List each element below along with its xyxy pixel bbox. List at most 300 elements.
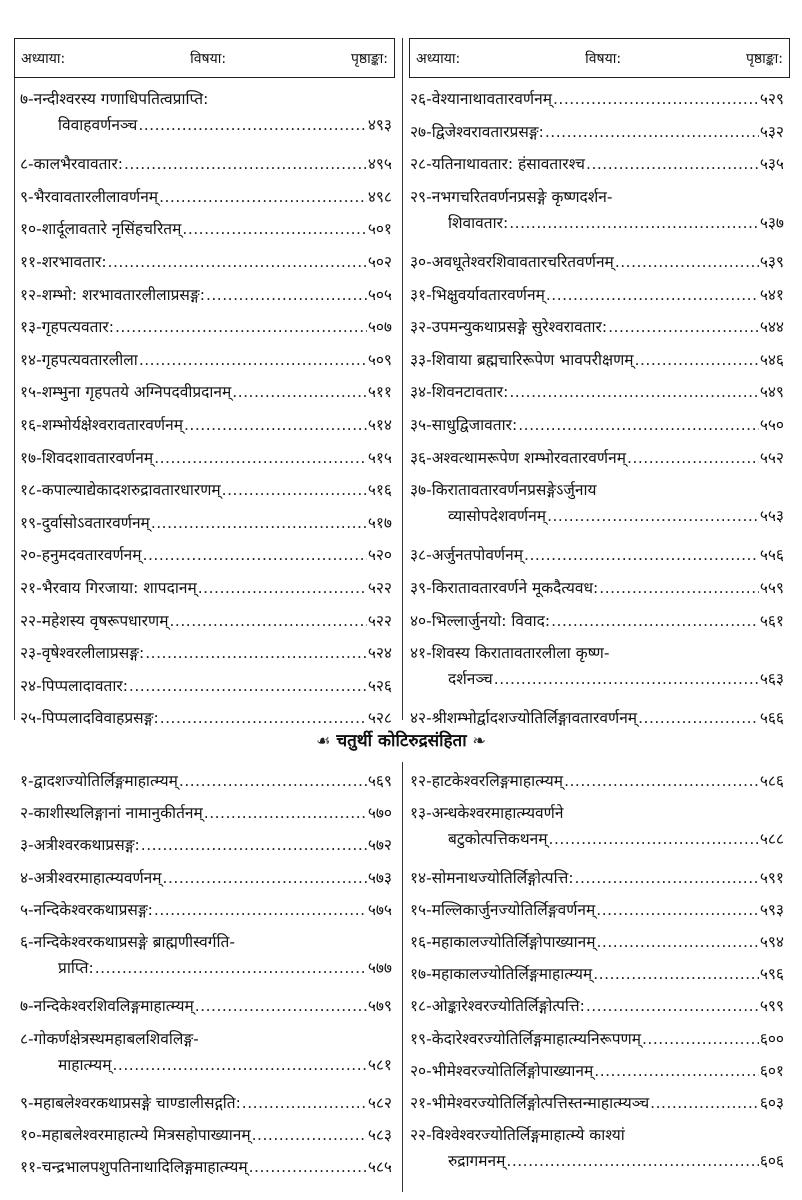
entry-page-number: ६०३ [759,1094,784,1112]
leader-dots [586,993,759,1019]
entry-page-number: ५७७ [367,959,392,977]
entry-page-number: ५८५ [367,1158,392,1177]
entry-page-number: ५५६ [759,546,784,565]
leader-dots [551,608,759,634]
toc-entry[interactable] [20,249,392,275]
leader-dots [184,412,367,438]
entry-page-number: ५२२ [367,611,392,630]
toc-entry[interactable] [410,800,784,852]
entry-number: ३८- [410,546,432,565]
entry-number: २- [20,804,34,823]
leader-dots [564,768,759,794]
entry-page-number: ५९४ [759,933,784,951]
toc-entry[interactable] [20,768,392,794]
leader-dots [642,1026,759,1052]
entry-title: सोमनाथज्योतिर्लिङ्गोत्पत्ति: [431,868,574,887]
entry-page-number: ५११ [367,383,392,402]
entry-title: उपमन्युकथाप्रसङ्गे सुरेश्वरावतार: [431,318,608,337]
entry-page-number: ५२८ [367,709,392,728]
leader-dots [638,705,759,731]
entry-title: ओङ्कारेश्वरज्योतिर्लिङ्गोत्पत्ति: [431,997,585,1016]
entry-title: अश्वत्थामरूपेण शम्भोरवतारवर्णनम् [431,448,626,467]
toc-entry[interactable] [410,768,784,794]
header-page-label: पृष्ठाङ्का: [350,50,388,67]
entry-page-number: ५३५ [759,155,784,174]
entry-number: १९- [410,1029,432,1048]
toc-entry[interactable] [20,314,392,340]
leader-dots [179,768,367,794]
leader-dots [593,961,759,987]
entry-title: किरातावतारवर्णने मूकदैत्यवध: [431,579,599,597]
leader-dots [151,510,367,536]
entry-page-number: ५९९ [759,997,784,1016]
entry-number: ४- [20,868,34,887]
entry-number: २०- [20,546,42,565]
entry-title: मल्लिकार्जुनज्योतिर्लिङ्गवर्णनम् [431,900,596,919]
entry-page-number: ५९६ [759,965,784,984]
toc-entry[interactable] [20,1122,392,1148]
entry-page-number: ५१७ [367,513,392,532]
leader-dots [549,826,759,852]
leader-dots [252,1122,367,1148]
toc-entry[interactable] [20,151,392,177]
entry-title: अर्जुनतपोवर्णनम् [431,546,524,565]
entry-number: ९- [20,187,34,206]
entry-number: ६- [20,933,34,951]
entry-number: ४०- [410,611,432,630]
toc-entry[interactable] [20,477,392,503]
entry-page-number: ५०९ [367,350,392,369]
toc-entry[interactable] [410,640,784,692]
toc-entry[interactable] [410,608,784,634]
entry-title: यतिनाथावतार: हंसावतारश्च [431,155,586,174]
entry-page-number: ५८१ [367,1055,392,1074]
entry-title: शिवाया ब्रह्मचारिरूपेण भावपरीक्षणम् [431,350,634,369]
entry-number: १- [20,772,34,790]
entry-number: १०- [20,220,42,239]
entry-number: ३३- [410,350,432,369]
toc-entry[interactable] [410,993,784,1019]
entry-number: १८- [20,481,42,500]
entry-page-number: ५४१ [759,285,784,304]
leader-dots [129,673,367,699]
entry-title: केदारेश्वरज्योतिर्लिङ्गमाहात्म्यनिरूपणम् [431,1029,641,1048]
entry-number: ३६- [410,448,432,467]
entry-number: १२- [20,285,42,304]
entry-title-continued: माहात्म्यम् [58,1055,112,1074]
leader-dots [145,640,367,666]
entry-page-number: ५७५ [367,900,392,919]
entry-number: ४१- [410,644,432,663]
entry-title: भीमेश्वरज्योतिर्लिङ्गोत्पत्तिस्तन्माहात्म्यञ्च [431,1094,650,1112]
entry-page-number: ५०५ [367,285,392,304]
entry-title: पिप्पलादविवाहप्रसङ्ग: [41,709,159,728]
leader-dots [204,800,367,826]
entry-page-number: ५१५ [367,448,392,467]
entry-number: ८- [20,155,34,174]
entry-number: ९- [20,1094,34,1112]
toc-entry[interactable] [20,282,392,308]
leader-dots [509,210,759,236]
entry-page-number: ५६६ [759,709,784,728]
leader-dots [182,216,366,242]
leader-dots [506,1148,758,1174]
entry-page-number: ५८६ [759,772,784,790]
leader-dots [586,151,759,177]
header-chapter-label: अध्याया: [21,50,66,67]
entry-number: ३७- [410,481,432,500]
entry-page-number: ५१४ [367,416,392,434]
ornament-left-icon: ☙ [316,731,331,750]
leader-dots [594,1058,759,1084]
entry-title: हाटकेश्वरलिङ्गमाहात्म्यम् [431,772,564,790]
toc-header-right [409,38,790,78]
entry-page-number: ५०१ [367,220,392,239]
toc-entry[interactable] [20,1090,392,1116]
entry-page-number: ५३९ [759,253,784,271]
entry-page-number: ५२९ [759,90,784,108]
leader-dots [545,119,759,145]
entry-page-number: ६०६ [759,1152,784,1171]
entry-page-number: ५८३ [367,1126,392,1145]
toc-entry[interactable] [410,477,784,529]
entry-number: ११- [20,253,42,271]
entry-number: १३- [410,804,432,823]
entry-title-continued: व्यासोपदेशवर्णनम् [448,507,547,526]
leader-dots [627,445,759,471]
entry-number: १५- [20,383,42,402]
entry-title: भैरवाय गिरजाया: शापदानम् [41,579,197,597]
toc-entry[interactable] [20,1026,392,1078]
entry-page-number: ५३७ [759,213,784,232]
toc-entry[interactable] [410,412,784,438]
leader-dots [494,666,759,692]
entry-title: श्रीशम्भोर्द्वादशज्योतिर्लिङ्गावतारवर्णनम् [431,709,638,728]
entry-title: शम्भो: शरभावतारलीलाप्रसङ्ग: [41,285,205,304]
leader-dots [195,993,367,1019]
entry-page-number: ५८८ [759,830,784,849]
toc-entry[interactable] [20,510,392,536]
leader-dots [615,249,759,275]
toc-entry[interactable] [20,800,392,826]
entry-page-number: ४९३ [367,116,392,134]
entry-number: ३५- [410,416,432,434]
toc-entry[interactable] [20,929,392,981]
entry-number: ७- [20,997,34,1016]
leader-dots [242,1090,367,1116]
entry-number: ११- [20,1158,42,1177]
entry-title: वृषेश्वरलीलाप्रसङ्ग: [41,644,145,663]
entry-number: ३१- [410,285,432,304]
entry-title: दुर्वासोऽवतारवर्णनम् [41,513,150,532]
entry-page-number: ५२६ [367,676,392,695]
toc-entry[interactable] [20,705,392,731]
entry-number: २६- [410,90,432,108]
toc-entry[interactable] [20,865,392,891]
leader-dots [635,347,759,373]
leader-dots [160,705,367,731]
entry-page-number: ५०२ [367,253,392,271]
entry-page-number: ५२४ [367,644,392,663]
entry-page-number: ५०७ [367,318,392,337]
entry-number: ३४- [410,383,432,402]
entry-title: भैरवावतारलीलावर्णनम् [33,187,159,206]
entry-title: शम्भोर्यक्षेश्वरावतारवर्णनम् [41,416,183,434]
entry-title: कपाल्याद्येकादशरुद्रावतारधारणम् [41,481,221,500]
toc-entry[interactable] [410,282,784,308]
entry-page-number: ५४६ [759,350,784,369]
leader-dots [546,282,759,308]
entry-number: १४- [20,350,42,369]
toc-entry[interactable] [410,1058,784,1084]
entry-page-number: ५७९ [367,997,392,1016]
toc-entry[interactable] [20,216,392,242]
entry-title: कालभैरवावतार: [33,155,123,174]
entry-page-number: ५७२ [367,836,392,855]
entry-title-continued: बटुकोत्पत्तिकथनम् [448,830,548,849]
entry-title: किरातावतारवर्णनप्रसङ्गेऽर्जुनाय [431,481,597,500]
entry-page-number: ५५३ [759,507,784,526]
toc-entry[interactable] [410,119,784,145]
leader-dots [608,314,759,340]
entry-title: गृहपत्यवतार: [41,318,114,337]
entry-title: शार्दूलावतारे नृसिंहचरितम् [41,220,182,239]
leader-dots [141,832,367,858]
entry-number: ४२- [410,709,432,728]
entry-page-number: ४९८ [367,187,392,206]
toc-entry[interactable] [410,961,784,987]
leader-dots [509,379,758,405]
toc-entry[interactable] [410,86,784,112]
leader-dots [154,897,367,923]
leader-dots [170,608,367,634]
toc-entry[interactable] [20,575,392,601]
entry-title: महेशस्य वृषरूपधारणम् [41,611,169,630]
toc-entry[interactable] [20,379,392,405]
leader-dots [108,249,367,275]
entry-page-number: ५७३ [367,868,392,887]
entry-title: अन्धकेश्वरमाहात्म्यवर्णने [431,804,564,823]
header-chapter-label: अध्याया: [416,50,461,67]
entry-title: शरभावतार: [41,253,107,271]
leader-dots [547,503,759,529]
entry-title: वेश्यानाथावतारवर्णनम् [431,90,552,108]
entry-title: अत्रीश्वरमाहात्म्यवर्णनम् [33,868,162,887]
leader-dots [650,1090,759,1116]
entry-page-number: ५५२ [759,448,784,467]
entry-title: महाबलेश्वरमाहात्म्ये मित्रसहोपाख्यानम् [41,1126,251,1145]
entry-title: साधुद्विजावतार: [431,416,518,434]
leader-dots [154,445,367,471]
entry-number: २३- [20,644,42,663]
toc-entry[interactable] [20,673,392,699]
toc-entry[interactable] [20,832,392,858]
entry-number: २८- [410,155,432,174]
leader-dots [138,112,366,138]
leader-dots [163,865,367,891]
leader-dots [115,314,367,340]
toc-header-left [14,38,395,78]
entry-title: नन्दिकेश्वरशिवलिङ्गमाहात्म्यम् [33,997,194,1016]
entry-number: १८- [410,997,432,1016]
toc-entry[interactable] [410,347,784,373]
entry-title: भिक्षुवर्यावतारवर्णनम् [431,285,545,304]
entry-title: पिप्पलादावतार: [41,676,128,695]
entry-page-number: ५१६ [367,481,392,500]
leader-dots [524,542,759,568]
entry-number: २५- [20,709,42,728]
leader-dots [597,929,759,955]
leader-dots [596,897,759,923]
entry-page-number: ५५० [759,416,784,434]
entry-number: १६- [20,416,42,434]
header-subject-label: विषया: [190,50,227,67]
leader-dots [206,282,367,308]
leader-dots [575,865,759,891]
entry-number: १२- [410,772,432,790]
entry-page-number: ५६१ [759,611,784,630]
entry-title: शिवदशावतारवर्णनम् [41,448,154,467]
toc-entry[interactable] [20,445,392,471]
entry-number: २९- [410,187,432,206]
toc-entry[interactable] [20,412,392,438]
entry-number: ३२- [410,318,432,337]
entry-title: चन्द्रभालपशुपतिनाथादिलिङ्गमाहात्म्यम् [41,1158,248,1177]
entry-title-continued: दर्शनञ्च [448,670,493,689]
toc-entry[interactable] [410,542,784,568]
toc-entry[interactable] [410,1026,784,1052]
entry-title-continued: रुद्रागमनम् [448,1152,506,1171]
entry-number: २२- [20,611,42,630]
rule-top-center [402,38,403,720]
toc-entry[interactable] [20,640,392,666]
entry-page-number: ५२२ [367,579,392,597]
entry-page-number: ५८२ [367,1094,392,1112]
entry-title: द्वादशज्योतिर्लिङ्गमाहात्म्यम् [33,772,178,790]
toc-entry[interactable] [410,575,784,601]
toc-entry[interactable] [410,249,784,275]
toc-entry[interactable] [410,865,784,891]
toc-entry[interactable] [410,445,784,471]
leader-dots [222,477,367,503]
leader-dots [113,1052,367,1078]
toc-entry[interactable] [20,993,392,1019]
entry-number: १९- [20,513,42,532]
entry-title: महाकालज्योतिर्लिङ्गमाहात्म्यम् [431,965,593,984]
entry-page-number: ५४४ [759,318,784,337]
ornament-right-icon: ❧ [472,731,486,750]
entry-number: २०- [410,1061,432,1080]
entry-number: ८- [20,1029,34,1048]
toc-entry[interactable] [20,897,392,923]
section-heading [0,728,802,751]
toc-entry[interactable] [20,184,392,210]
entry-number: १६- [410,933,432,951]
entry-number: १४- [410,868,432,887]
rule-bottom-center [402,762,403,1192]
entry-number: १०- [20,1126,42,1145]
entry-page-number: ५४९ [759,383,784,402]
toc-entry[interactable] [20,347,392,373]
toc-entry[interactable] [410,929,784,955]
entry-title: महाकालज्योतिर्लिङ्गोपाख्यानम् [431,933,596,951]
toc-entry[interactable] [410,314,784,340]
entry-title: गोकर्णक्षेत्रस्थमहाबलशिवलिङ्ग- [33,1029,199,1048]
toc-entry[interactable] [20,1154,392,1180]
entry-title: काशीस्थलिङ्गानां नामानुकीर्तनम् [33,804,203,823]
entry-page-number: ६०० [759,1029,784,1048]
entry-page-number: ५६९ [367,772,392,790]
entry-number: २१- [20,579,42,597]
entry-title: भिल्लार्जुनयो: विवाद: [431,611,551,630]
leader-dots [95,955,367,981]
entry-number: ३०- [410,253,432,271]
leader-dots [198,575,367,601]
entry-number: ३९- [410,579,432,597]
header-subject-label: विषया: [585,50,622,67]
toc-entry[interactable] [20,608,392,634]
entry-number: ३- [20,836,34,855]
leader-dots [124,151,367,177]
entry-title-continued: प्राप्ति: [58,959,94,977]
toc-entry[interactable] [20,86,392,138]
entry-title: महाबलेश्वरकथाप्रसङ्गे चाण्डालीसद्गति: [33,1094,241,1112]
leader-dots [553,86,759,112]
entry-title: द्विजेश्वरावतारप्रसङ्ग: [431,122,544,141]
leader-dots [139,347,367,373]
entry-title: अत्रीश्वरकथाप्रसङ्ग: [33,836,140,855]
section-title: चतुर्थी कोटिरुद्रसंहिता [336,731,467,751]
entry-page-number: ५३२ [759,122,784,141]
toc-entry[interactable] [410,1090,784,1116]
entry-title: गृहपत्यवतारलीला [41,350,138,369]
toc-entry[interactable] [410,1122,784,1174]
entry-page-number: ४९५ [367,155,392,174]
entry-page-number: ५७० [367,804,392,823]
toc-entry[interactable] [410,705,784,731]
leader-dots [159,184,367,210]
entry-number: २४- [20,676,42,695]
entry-title: हनुमदवतारवर्णनम् [41,546,142,565]
toc-entry[interactable] [410,897,784,923]
toc-entry[interactable] [410,184,784,236]
entry-title: नन्दिकेश्वरकथाप्रसङ्गे ब्राह्मणीस्वर्गति- [33,933,235,951]
leader-dots [143,542,367,568]
entry-number: १७- [410,965,432,984]
entry-page-number: ५५९ [759,579,784,597]
entry-number: २२- [410,1126,432,1145]
leader-dots [249,1154,367,1180]
entry-page-number: ५६३ [759,670,784,689]
entry-title: शिवस्य किरातावतारलीला कृष्ण- [431,644,610,663]
entry-title: विश्वेश्वरज्योतिर्लिङ्गमाहात्म्ये काश्यां [431,1126,625,1145]
entry-title: अवधूतेश्वरशिवावतारचरितवर्णनम् [431,253,614,271]
leader-dots [599,575,759,601]
toc-entry[interactable] [410,151,784,177]
entry-title: शिवनटावतार: [431,383,509,402]
entry-title: नन्दिकेश्वरकथाप्रसङ्ग: [33,900,153,919]
entry-number: २७- [410,122,432,141]
entry-title: नभगचरितवर्णनप्रसङ्गे कृष्णदर्शन- [431,187,613,206]
leader-dots [518,412,759,438]
toc-entry[interactable] [20,542,392,568]
entry-number: ७- [20,90,34,108]
entry-title: नन्दीश्वरस्य गणाधिपतित्वप्राप्ति: [33,90,209,108]
entry-title-continued: विवाहवर्णनञ्च [58,116,138,134]
entry-title-continued: शिवावतार: [448,213,509,232]
entry-page-number: ६०१ [759,1061,784,1080]
toc-entry[interactable] [410,379,784,405]
